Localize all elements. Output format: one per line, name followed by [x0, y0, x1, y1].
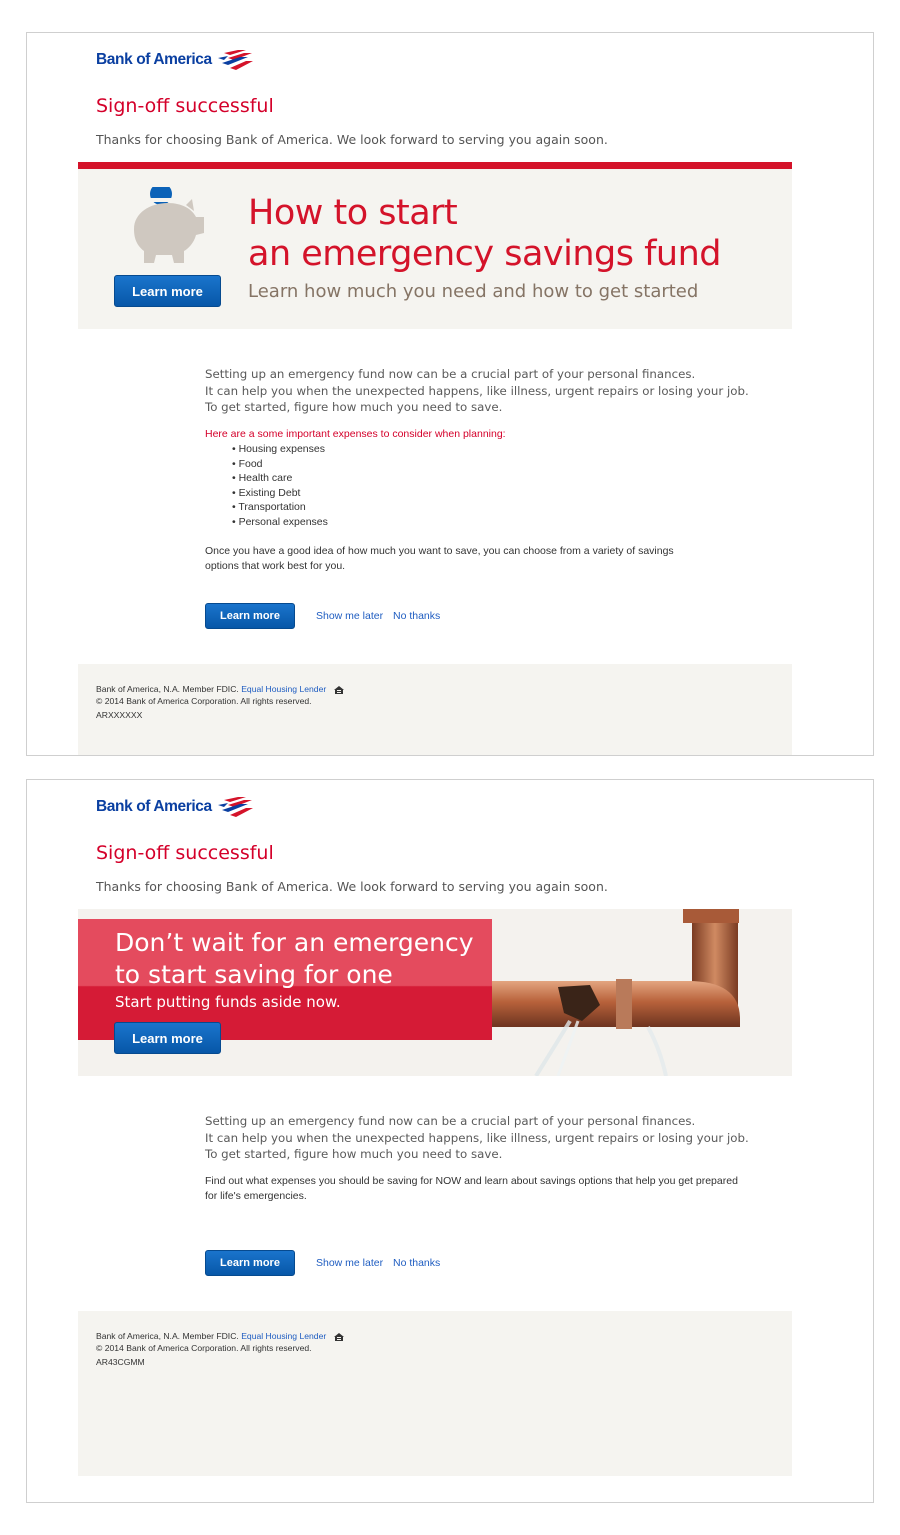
- footer-copyright: © 2014 Bank of America Corporation. All rights reserved.: [96, 1342, 312, 1353]
- intro-line: Setting up an emergency fund now can be a crucial part of your personal finances.: [205, 1114, 696, 1128]
- thanks-message: Thanks for choosing Bank of America. We look forward to serving you again soon.: [96, 879, 608, 894]
- no-thanks-link[interactable]: No thanks: [393, 1257, 441, 1269]
- learn-more-button[interactable]: Learn more: [205, 1250, 295, 1276]
- footer-legal: [96, 1331, 344, 1369]
- hero-title-line-1: How to start: [248, 193, 458, 233]
- leaking-pipe-image: [478, 909, 792, 1076]
- intro-line: To get started, figure how much you need to save.: [205, 1147, 503, 1161]
- signoff-title: Sign-off successful: [96, 95, 274, 117]
- no-thanks-link[interactable]: No thanks: [393, 610, 441, 622]
- signoff-panel-2: [26, 779, 874, 1503]
- bank-logo[interactable]: [96, 49, 254, 71]
- expenses-heading: Here are a some important expenses to consider when planning:: [205, 428, 506, 440]
- closing-paragraph: [205, 544, 674, 574]
- list-item: • Housing expenses: [232, 442, 328, 457]
- list-item: • Food: [232, 457, 328, 472]
- logo-wordmark: Bank of America: [96, 798, 212, 815]
- hero-learn-more-button[interactable]: Learn more: [114, 1022, 221, 1054]
- footer-member-line: [96, 1331, 344, 1343]
- closing-line: for life's emergencies.: [205, 1190, 307, 1202]
- hero-learn-more-button[interactable]: Learn more: [114, 275, 221, 307]
- footer-code: ARXXXXXX: [96, 710, 143, 720]
- thanks-message: Thanks for choosing Bank of America. We look forward to serving you again soon.: [96, 132, 608, 147]
- footer-member-text: Bank of America, N.A. Member FDIC.: [96, 1331, 239, 1341]
- learn-more-button[interactable]: Learn more: [205, 603, 295, 629]
- closing-line: options that work best for you.: [205, 560, 346, 572]
- footer-member-line: [96, 684, 344, 696]
- equal-housing-icon: [334, 1333, 344, 1341]
- signoff-title: Sign-off successful: [96, 842, 274, 864]
- hero-subtitle: Start putting funds aside now.: [115, 993, 341, 1011]
- hero-title: [248, 193, 721, 275]
- show-me-later-link[interactable]: Show me later: [316, 610, 384, 622]
- hero-banner: [78, 909, 792, 1076]
- bank-logo[interactable]: [96, 796, 254, 818]
- equal-housing-lender-link[interactable]: Equal Housing Lender: [241, 1331, 327, 1341]
- flag-logo-icon: [216, 49, 254, 71]
- footer-legal: [96, 684, 344, 722]
- signoff-panel-1: [26, 32, 874, 756]
- hero-title-line-2: an emergency savings fund: [248, 234, 721, 274]
- hero-banner: [78, 162, 792, 329]
- footer: [78, 1311, 792, 1476]
- intro-line: To get started, figure how much you need to save.: [205, 400, 503, 414]
- piggy-bank-icon: [126, 187, 206, 267]
- hero-title-line-1: Don’t wait for an emergency: [115, 928, 474, 957]
- list-item: • Health care: [232, 471, 328, 486]
- flag-logo-icon: [216, 796, 254, 818]
- equal-housing-icon: [334, 686, 344, 694]
- intro-paragraph: [205, 1113, 749, 1163]
- hero-title-line-2: to start saving for one: [115, 960, 393, 989]
- list-item: • Personal expenses: [232, 515, 328, 530]
- intro-paragraph: [205, 366, 749, 416]
- intro-line: It can help you when the unexpected happens, like illness, urgent repairs or losing your job.: [205, 1130, 749, 1145]
- expenses-list: [232, 442, 328, 530]
- equal-housing-lender-link[interactable]: Equal Housing Lender: [241, 684, 327, 694]
- footer-copyright: © 2014 Bank of America Corporation. All rights reserved.: [96, 695, 312, 706]
- hero-title: [115, 927, 474, 991]
- closing-paragraph: [205, 1174, 738, 1204]
- show-me-later-link[interactable]: Show me later: [316, 1257, 384, 1269]
- intro-line: Setting up an emergency fund now can be a crucial part of your personal finances.: [205, 367, 696, 381]
- footer-code: AR43CGMM: [96, 1357, 145, 1367]
- list-item: • Transportation: [232, 500, 328, 515]
- closing-line: Find out what expenses you should be saving for NOW and learn about savings options that help you get prepared: [205, 1175, 738, 1187]
- footer-member-text: Bank of America, N.A. Member FDIC.: [96, 684, 239, 694]
- hero-subtitle: Learn how much you need and how to get started: [248, 281, 699, 302]
- footer: [78, 664, 792, 755]
- list-item: • Existing Debt: [232, 486, 328, 501]
- intro-line: It can help you when the unexpected happens, like illness, urgent repairs or losing your job.: [205, 383, 749, 398]
- closing-line: Once you have a good idea of how much you want to save, you can choose from a variety of savings: [205, 545, 674, 557]
- logo-wordmark: Bank of America: [96, 51, 212, 68]
